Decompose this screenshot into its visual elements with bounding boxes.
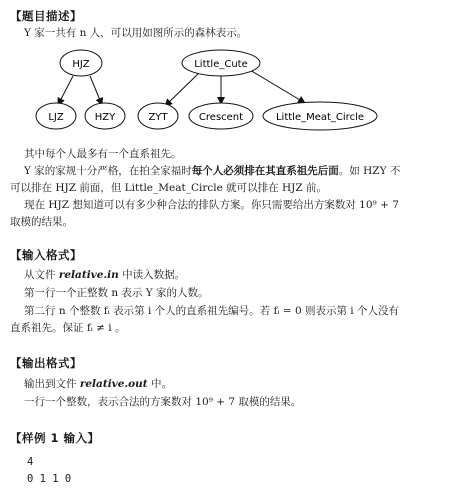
heading-output-format: 【输出格式】 [10,356,82,370]
output-file-prefix: 输出到文件 [24,378,80,390]
sample-input-line-2: 0 1 1 0 [27,473,72,485]
intro-text: Y 家一共有 n 人，可以用如图所示的森林表示。 [24,27,248,39]
node-zyt-label: ZYT [148,112,168,123]
node-ljz [36,103,76,129]
sample-input-line-1: 4 [27,456,34,468]
edge-hjz-ljz [58,76,73,105]
node-little-cute-label: Little_Cute [194,59,248,70]
para-family-rule-c: 。如 HZY 不 [338,165,401,177]
output-line-desc: 一行一个整数，表示合法的方案数对 10⁹ + 7 取模的结果。 [24,396,302,408]
forest-diagram [0,48,456,143]
input-line-second: 第二行 n 个整数 fᵢ 表示第 i 个人的直系祖先编号。若 fᵢ = 0 则表示第 i 个人没有 [24,305,400,317]
node-crescent [189,103,253,129]
heading-sample-input: 【样例 1 输入】 [10,431,100,445]
node-little-meat-circle [263,102,377,130]
node-crescent-label: Crescent [198,112,244,123]
output-file-suffix: 中。 [147,378,172,390]
node-little-meat-circle-label: Little_Meat_Circle [275,112,365,123]
edge-hjz-hzy [90,76,102,105]
para-family-rule-a: Y 家的家规十分严格，在拍全家福时 [24,165,192,177]
input-file-suffix: 中读入数据。 [118,269,186,281]
forest-edges [58,70,305,106]
heading-input-format: 【输入格式】 [10,248,82,262]
output-filename: relative.out [79,378,148,390]
input-line-file [24,267,185,284]
edge-cute-zyt [165,72,200,106]
node-hjz [60,50,102,76]
node-hjz-label: HJZ [72,59,90,70]
para-family-rule-cont: 可以排在 HJZ 前面，但 Little_Meat_Circle 就可以排在 HJZ 前。 [10,182,327,194]
input-line-first: 第一行一个正整数 n 表示 Y 家的人数。 [24,287,209,299]
para-question: 现在 HJZ 想知道可以有多少种合法的排队方案。你只需要给出方案数对 10⁹ + 7 [24,199,399,211]
para-family-rule [24,163,400,180]
heading-problem: 【题目描述】 [10,9,82,23]
output-line-file [24,376,172,393]
node-hzy-label: HZY [94,112,116,123]
para-ancestor-rule: 其中每个人最多有一个直系祖先。 [24,148,182,160]
node-ljz-label: LJZ [48,112,64,123]
node-little-cute [182,50,260,76]
node-hzy [85,103,125,129]
input-line-second-cont: 直系祖先。保证 fᵢ ≠ i 。 [10,322,126,334]
edge-cute-circle [250,70,305,103]
input-filename: relative.in [58,269,119,281]
para-question-cont: 取模的结果。 [10,216,73,228]
para-family-rule-bold: 每个人必须排在其直系祖先后面 [191,165,339,177]
node-zyt [138,103,178,129]
input-file-prefix: 从文件 [24,269,59,281]
